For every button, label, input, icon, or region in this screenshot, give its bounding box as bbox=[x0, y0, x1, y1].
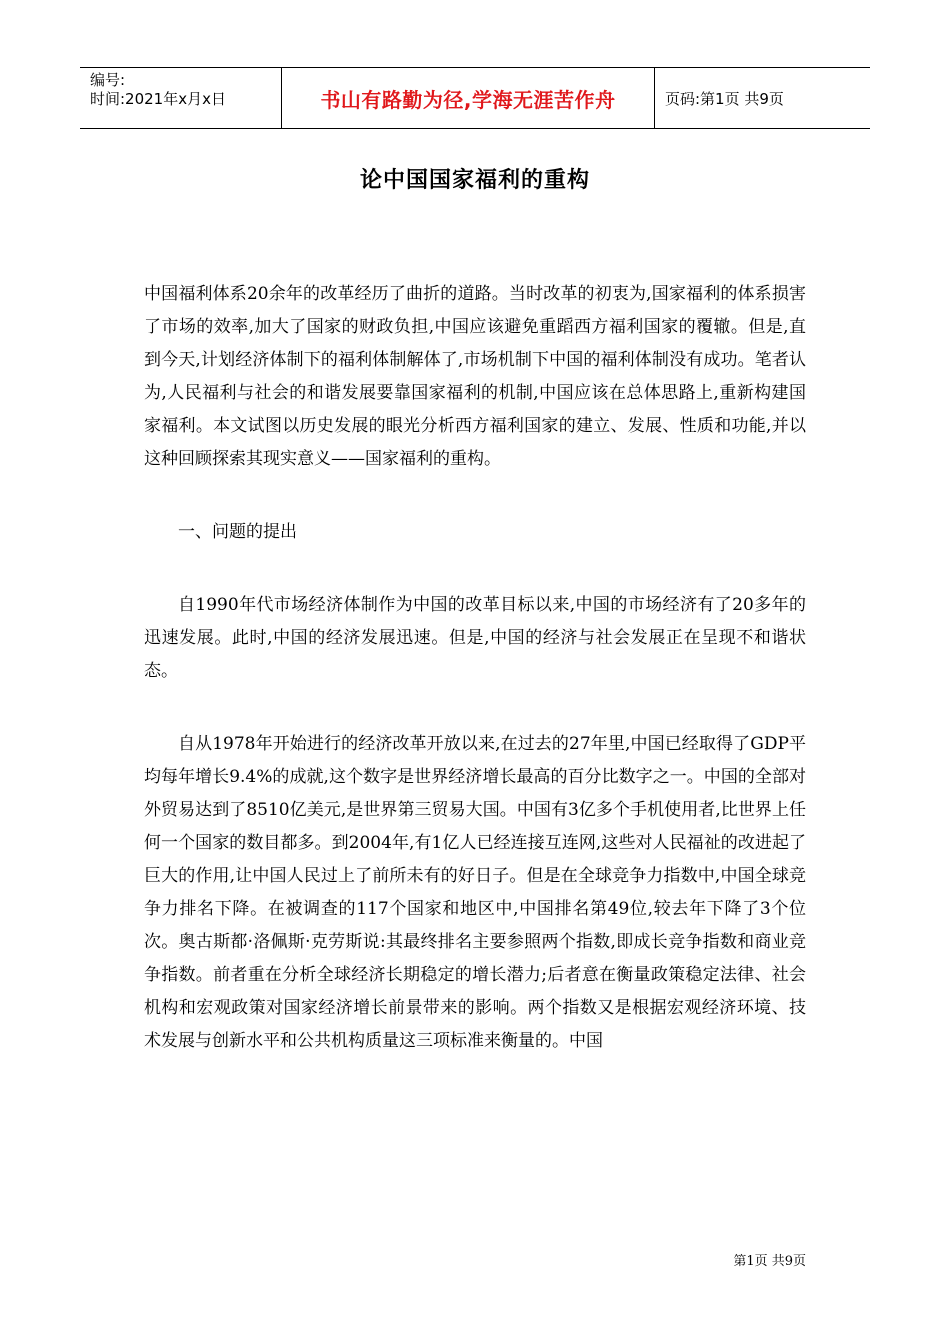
section-heading: 一、问题的提出 bbox=[178, 522, 297, 542]
paragraph: 自1990年代市场经济体制作为中国的改革目标以来,中国的市场经济有了20多年的迅速发展。此时,中国的经济发展迅速。但是,中国的经济与社会发展正在呈现不和谐状态。 bbox=[144, 595, 806, 681]
document-number-label: 编号: bbox=[90, 71, 126, 89]
header-meta-cell bbox=[80, 68, 282, 128]
document-date-label: 时间:2021年x月x日 bbox=[90, 90, 226, 108]
footer-page-number: 第1页 共9页 bbox=[733, 1254, 806, 1269]
document-title: 论中国国家福利的重构 bbox=[359, 168, 590, 193]
paragraph-abstract: 中国福利体系20余年的改革经历了曲折的道路。当时改革的初衷为,国家福利的体系损害了市场的效率,加大了国家的财政负担,中国应该避免重蹈西方福利国家的覆辙。但是,直到今天,计划经济体制下的福利体制解体了,市场机制下中国的福利体制没有成功。笔者认为,人民福利与社会的和谐发展要靠国家福利的机制,中国应该在总体思路上,重新构建国家福利。本文试图以历史发展的眼光分析西方福利国家的建立、发展、性质和功能,并以这种回顾探索其现实意义——国家福利的重构。 bbox=[144, 284, 806, 469]
paragraph: 自从1978年开始进行的经济改革开放以来,在过去的27年里,中国已经取得了GDP平均每年增长9.4%的成就,这个数字是世界经济增长最高的百分比数字之一。中国的全部对外贸易达到了8510亿美元,是世界第三贸易大国。中国有3亿多个手机使用者,比世界上任何一个国家的数目都多。到2004年,有1亿人已经连接互连网,这些对人民福祉的改进起了巨大的作用,让中国人民过上了前所未有的好日子。但是在全球竞争力指数中,中国全球竞争力排名下降。在被调查的117个国家和地区中,中国排名第49位,较去年下降了3个位次。奥古斯都·洛佩斯·克劳斯说:其最终排名主要参照两个指数,即成长竞争指数和商业竞争指数。前者重在分析全球经济长期稳定的增长潜力;后者意在衡量政策稳定法律、社会机构和宏观政策对国家经济增长前景带来的影响。两个指数又是根据宏观经济环境、技术发展与创新水平和公共机构质量这三项标准来衡量的。中国 bbox=[144, 734, 806, 1051]
document-header bbox=[80, 67, 870, 129]
header-motto: 书山有路勤为径,学海无涯苦作舟 bbox=[282, 68, 655, 128]
document-body bbox=[144, 278, 806, 1058]
header-page-number: 页码:第1页 共9页 bbox=[665, 89, 784, 108]
